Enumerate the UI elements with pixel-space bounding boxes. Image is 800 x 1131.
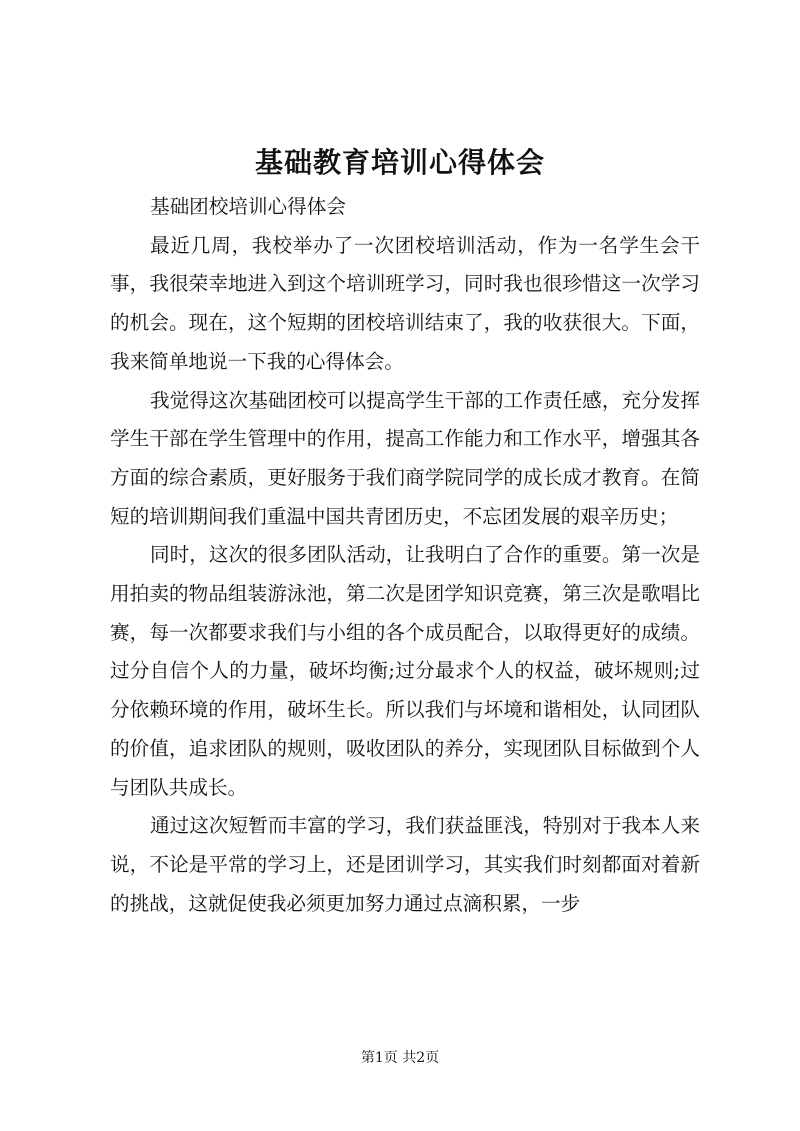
document-body [110,188,700,923]
body-paragraph: 最近几周，我校举办了一次团校培训活动，作为一名学生会干事，我很荣幸地进入到这个培训班学习，同时我也很珍惜这一次学习的机会。现在，这个短期的团校培训结束了，我的收获很大。下面，我来简单地说一下我的心得体会。 [110,233,700,373]
body-paragraph: 通过这次短暂而丰富的学习，我们获益匪浅，特别对于我本人来说，不论是平常的学习上，还是团训学习，其实我们时刻都面对着新的挑战，这就促使我必须更加努力通过点滴积累，一步 [110,814,700,915]
page-number-footer: 第1页 共2页 [360,1050,440,1066]
body-paragraph: 同时，这次的很多团队活动，让我明白了合作的重要。第一次是用拍卖的物品组装游泳池，第二次是团学知识竞赛，第三次是歌唱比赛，每一次都要求我们与小组的各个成员配合，以取得更好的成绩。过分自信个人的力量，破坏均衡;过分最求个人的权益，破坏规则;过分依赖环境的作用，破坏生长。所以我们与坏境和谐相处，认同团队的价值，追求团队的规则，吸收团队的养分，实现团队目标做到个人与团队共成长。 [110,543,700,799]
document-title: 基础教育培训心得体会 [254,146,545,179]
body-paragraph: 我觉得这次基础团校可以提高学生干部的工作责任感，充分发挥学生干部在学生管理中的作用，提高工作能力和工作水平，增强其各方面的综合素质，更好服务于我们商学院同学的成长成才教育。在简短的培训期间我们重温中国共青团历史，不忘团发展的艰辛历史； [110,388,700,528]
subtitle-paragraph: 基础团校培训心得体会 [150,195,346,218]
